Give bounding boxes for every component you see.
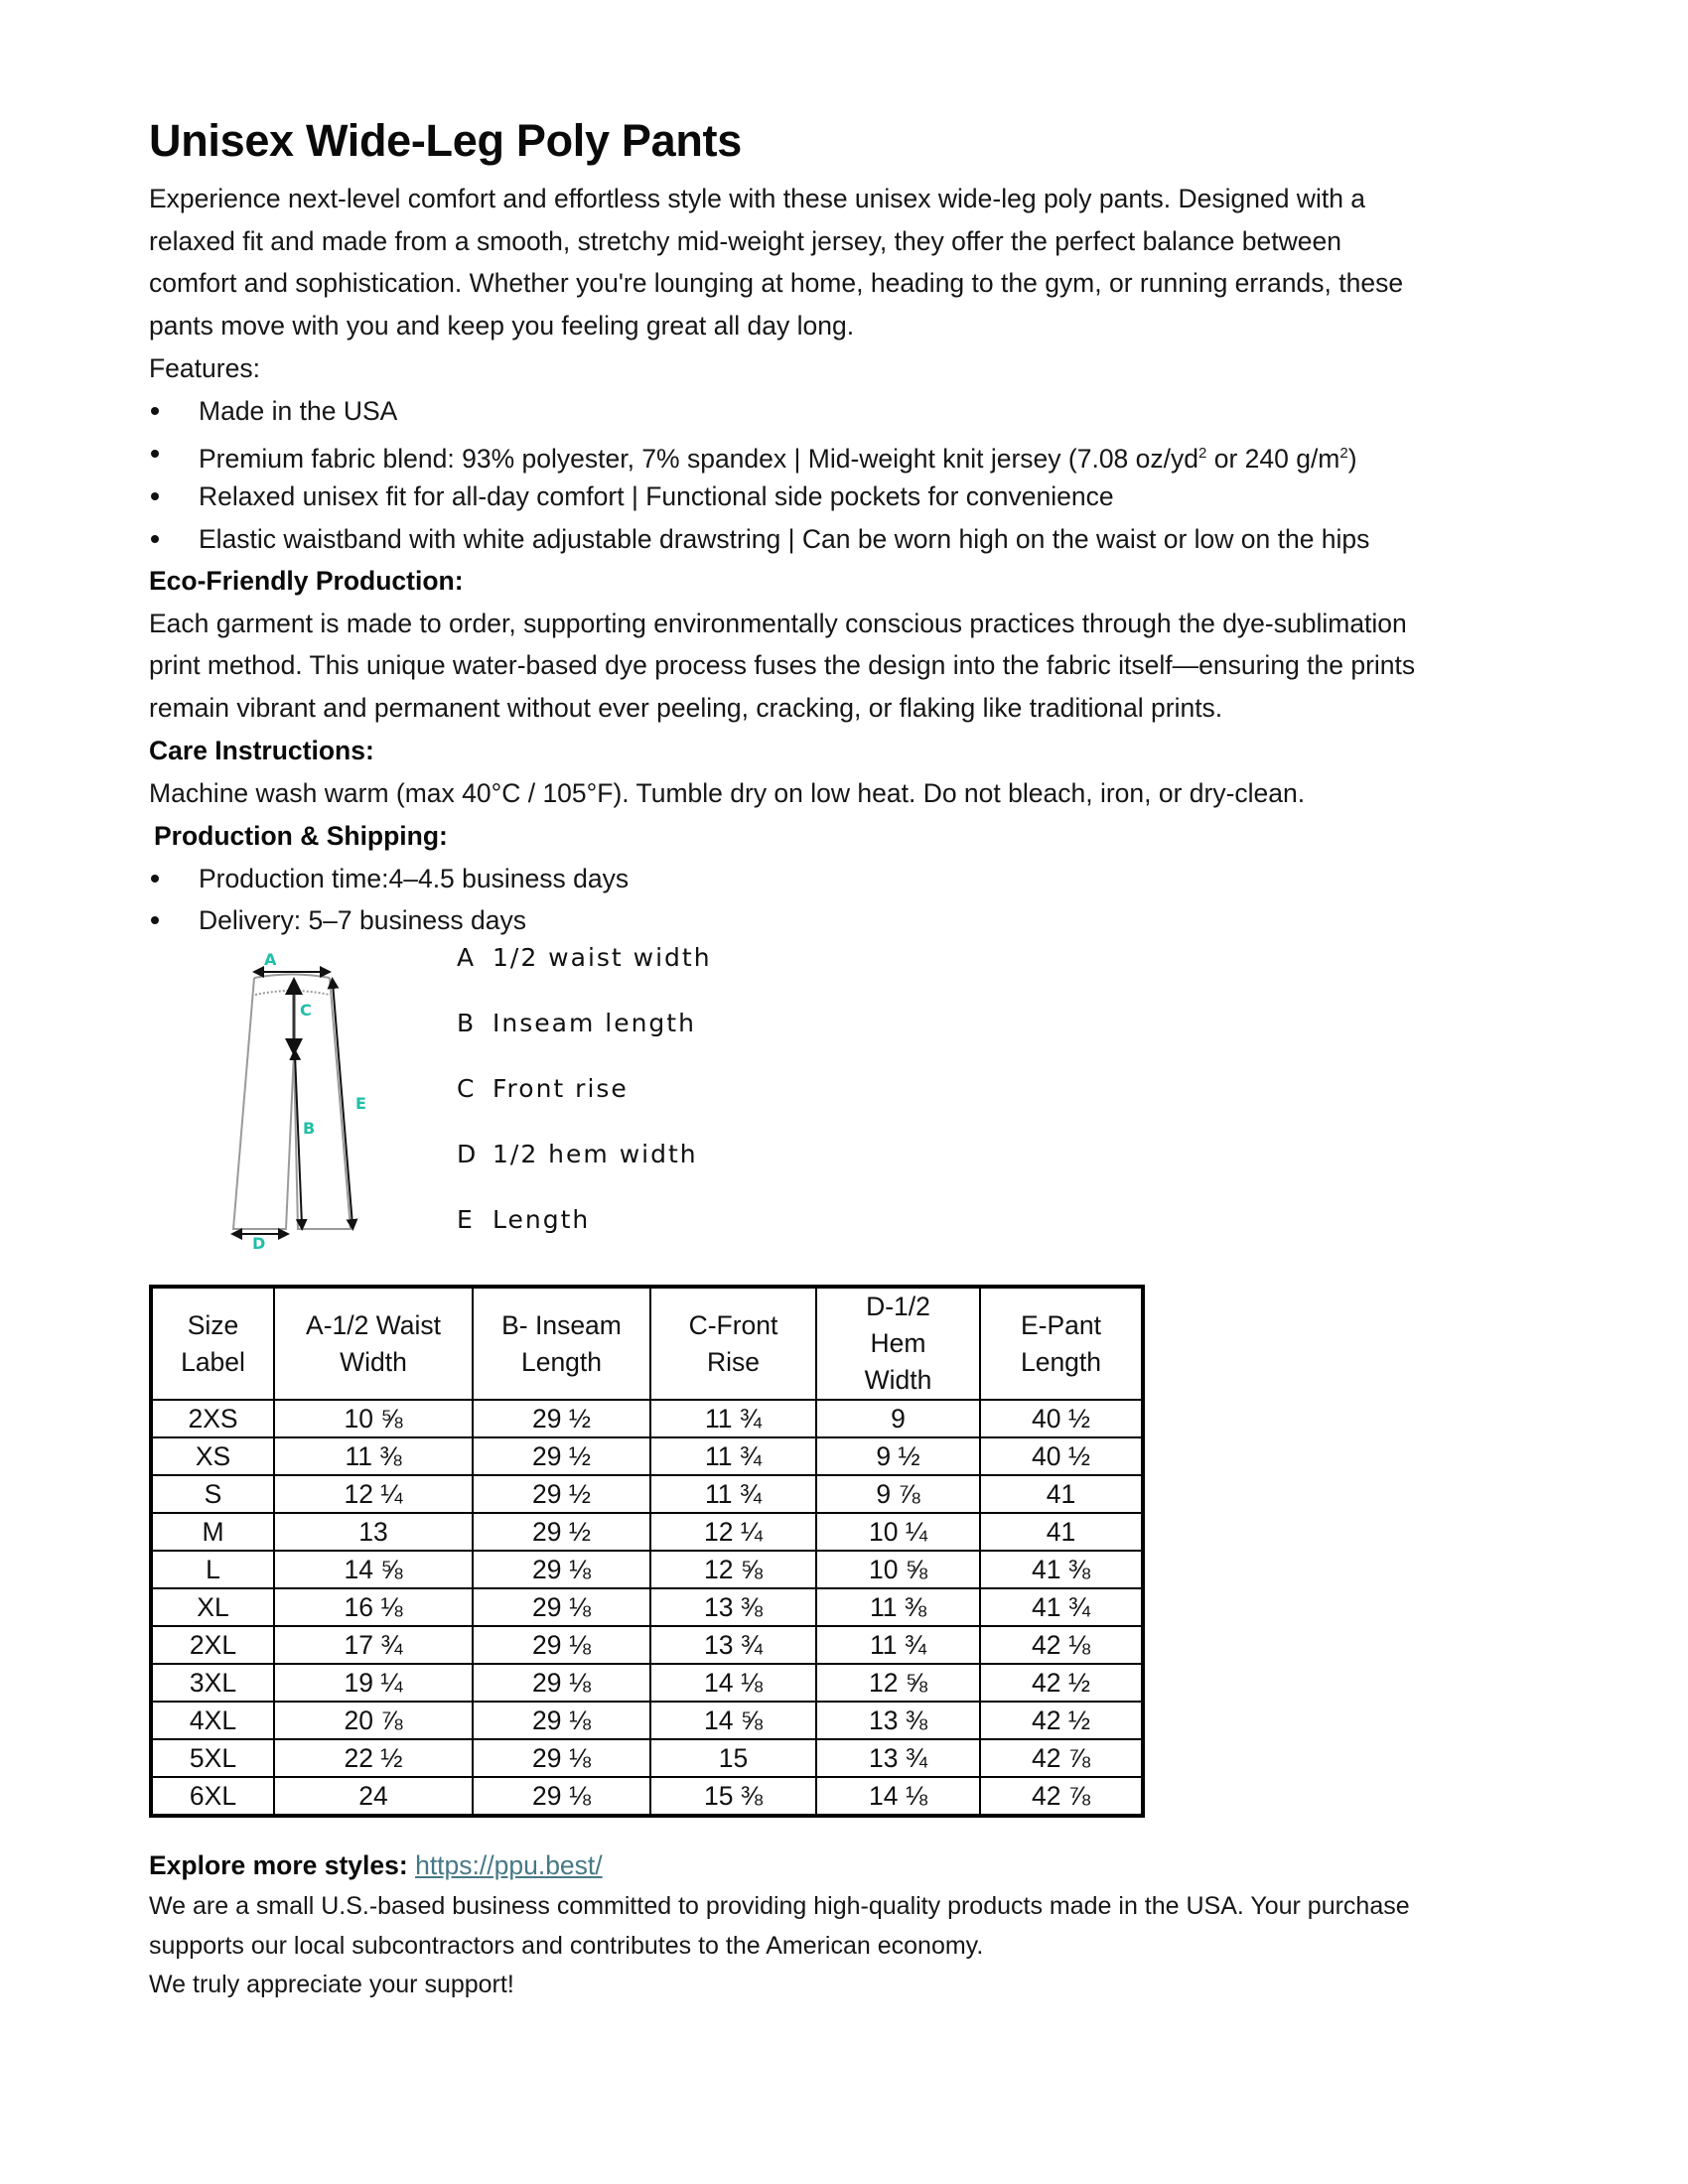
column-header (650, 1287, 816, 1400)
measurement-cell: 41 ⅜ (980, 1551, 1143, 1588)
measurement-cell: 29 ½ (473, 1400, 650, 1437)
legend-label: Inseam length (492, 1009, 696, 1037)
shipping-heading: Production & Shipping: (154, 821, 448, 851)
legend-item (457, 1009, 696, 1037)
marker-a: A (264, 950, 277, 969)
feature-text: or 240 g/m (1206, 443, 1340, 474)
size-label-cell: S (151, 1475, 274, 1513)
column-header-line: E-Pant (1020, 1309, 1101, 1340)
measurement-cell: 24 (274, 1777, 473, 1816)
marker-d: D (252, 1234, 266, 1251)
measurement-cell: 40 ½ (980, 1437, 1143, 1475)
table-row (151, 1664, 1143, 1702)
size-label-cell: 3XL (151, 1664, 274, 1702)
feature-item: Relaxed unisex fit for all-day comfort | Functional side pockets for convenience (199, 481, 1114, 511)
measurement-cell: 12 ⅝ (650, 1551, 816, 1588)
measurement-cell: 12 ¼ (274, 1475, 473, 1513)
measurement-cell: 14 ⅛ (816, 1777, 980, 1816)
superscript: 2 (1339, 445, 1348, 462)
pants-outline (233, 975, 351, 1230)
column-header (473, 1287, 650, 1400)
measurement-cell: 14 ⅝ (650, 1702, 816, 1739)
measurement-cell: 22 ½ (274, 1739, 473, 1777)
column-header (274, 1287, 473, 1400)
arrow-e (333, 983, 352, 1225)
measurement-cell: 29 ⅛ (473, 1626, 650, 1664)
legend-label: Length (492, 1205, 591, 1234)
legend-label: 1/2 hem width (492, 1140, 698, 1168)
legend-item (457, 1074, 629, 1103)
measurement-cell: 40 ½ (980, 1400, 1143, 1437)
size-label-cell: 4XL (151, 1702, 274, 1739)
legend-key: A (457, 943, 477, 972)
explore-line (149, 1849, 603, 1881)
legend-item (457, 1205, 590, 1234)
size-label-cell: XL (151, 1588, 274, 1626)
bullet-icon (151, 407, 159, 415)
measurement-cell: 20 ⅞ (274, 1702, 473, 1739)
size-label-cell: 2XL (151, 1626, 274, 1664)
legend-item (457, 1140, 698, 1168)
measurement-cell: 41 (980, 1475, 1143, 1513)
intro-line: Experience next-level comfort and effortless style with these unisex wide-leg poly pants. Designed with a (149, 184, 1366, 213)
column-header-line: C-Front (688, 1309, 778, 1340)
measurement-cell: 12 ¼ (650, 1513, 816, 1551)
measurement-cell: 10 ¼ (816, 1513, 980, 1551)
size-chart-table (149, 1285, 1145, 1818)
measurement-cell: 42 ⅞ (980, 1739, 1143, 1777)
measurement-cell: 11 ⅜ (274, 1437, 473, 1475)
table-row (151, 1626, 1143, 1664)
column-header-line: Hem (870, 1328, 926, 1358)
measurement-cell: 13 ⅜ (816, 1702, 980, 1739)
column-header-line: Label (181, 1346, 245, 1377)
legend-label: 1/2 waist width (492, 943, 712, 972)
legend-label: Front rise (492, 1074, 629, 1103)
measurement-cell: 12 ⅝ (816, 1664, 980, 1702)
column-header (980, 1287, 1143, 1400)
table-row (151, 1588, 1143, 1626)
table-row (151, 1777, 1143, 1816)
measurement-cell: 14 ⅛ (650, 1664, 816, 1702)
intro-line: relaxed fit and made from a smooth, stretchy mid-weight jersey, they offer the perfect balance between (149, 226, 1341, 256)
measurement-cell: 9 ½ (816, 1437, 980, 1475)
measurement-cell: 29 ½ (473, 1513, 650, 1551)
store-link[interactable]: https://ppu.best/ (415, 1850, 603, 1880)
eco-heading: Eco-Friendly Production: (149, 566, 464, 596)
feature-text: ) (1347, 443, 1357, 474)
shipping-item: Delivery: 5–7 business days (199, 905, 526, 935)
table-row (151, 1551, 1143, 1588)
table-row (151, 1437, 1143, 1475)
column-header-line: Width (340, 1346, 407, 1377)
legend-key: E (457, 1205, 475, 1234)
size-label-cell: M (151, 1513, 274, 1551)
legend-key: C (457, 1074, 477, 1103)
column-header (816, 1287, 980, 1400)
column-header-line: A-1/2 Waist (306, 1309, 441, 1340)
column-header-line: Rise (706, 1346, 760, 1377)
shipping-item: Production time:4–4.5 business days (199, 864, 630, 893)
measurement-cell: 29 ⅛ (473, 1777, 650, 1816)
eco-line: remain vibrant and permanent without ever peeling, cracking, or flaking like traditional prints. (149, 693, 1223, 723)
measurement-cell: 13 ¾ (816, 1739, 980, 1777)
measurement-cell: 9 ⅞ (816, 1475, 980, 1513)
table-row (151, 1739, 1143, 1777)
footer-line: supports our local subcontractors and contributes to the American economy. (149, 1932, 984, 1960)
table-row (151, 1475, 1143, 1513)
measurement-cell: 29 ½ (473, 1475, 650, 1513)
eco-line: Each garment is made to order, supporting environmentally conscious practices through the dye-sublimation (149, 609, 1407, 638)
intro-line: pants move with you and keep you feeling great all day long. (149, 311, 855, 341)
measurement-cell: 17 ¾ (274, 1626, 473, 1664)
table-row (151, 1400, 1143, 1437)
feature-item: Elastic waistband with white adjustable drawstring | Can be worn high on the waist or low on the hips (199, 524, 1370, 554)
measurement-cell: 29 ⅛ (473, 1664, 650, 1702)
column-header (151, 1287, 274, 1400)
bullet-icon (151, 875, 159, 883)
measurement-cell: 41 ¾ (980, 1588, 1143, 1626)
care-text: Machine wash warm (max 40°C / 105°F). Tumble dry on low heat. Do not bleach, iron, or dry-clean. (149, 778, 1306, 808)
measurement-cell: 16 ⅛ (274, 1588, 473, 1626)
superscript: 2 (1198, 445, 1207, 462)
feature-item (199, 438, 1357, 475)
measurement-cell: 11 ¾ (650, 1437, 816, 1475)
measurement-cell: 19 ¼ (274, 1664, 473, 1702)
measurement-cell: 11 ⅜ (816, 1588, 980, 1626)
measurement-cell: 14 ⅝ (274, 1551, 473, 1588)
measurement-cell: 11 ¾ (816, 1626, 980, 1664)
measurement-cell: 41 (980, 1513, 1143, 1551)
legend-item (457, 943, 712, 972)
measurement-cell: 10 ⅝ (816, 1551, 980, 1588)
measurement-cell: 29 ⅛ (473, 1702, 650, 1739)
feature-text: Premium fabric blend: 93% polyester, 7% spandex | Mid-weight knit jersey (7.08 oz/yd (199, 443, 1198, 474)
features-heading: Features: (149, 353, 260, 383)
measurement-cell: 13 (274, 1513, 473, 1551)
size-label-cell: XS (151, 1437, 274, 1475)
column-header-line: D-1/2 (866, 1292, 930, 1321)
column-header-line: Length (520, 1346, 603, 1377)
bullet-icon (151, 916, 159, 924)
eco-line: print method. This unique water-based dye process fuses the design into the fabric itself—ensuring the prints (149, 650, 1416, 680)
bullet-icon (151, 492, 159, 500)
size-label-cell: L (151, 1551, 274, 1588)
measurement-cell: 29 ½ (473, 1437, 650, 1475)
legend-key: B (457, 1009, 477, 1037)
measurement-cell: 29 ⅛ (473, 1551, 650, 1588)
measurement-cell: 15 ⅜ (650, 1777, 816, 1816)
column-header-line: Size (187, 1309, 239, 1340)
table-row (151, 1702, 1143, 1739)
measurement-cell: 10 ⅝ (274, 1400, 473, 1437)
bullet-icon (151, 535, 159, 543)
measurement-cell: 29 ⅛ (473, 1739, 650, 1777)
table-row (151, 1513, 1143, 1551)
size-label-cell: 6XL (151, 1777, 274, 1816)
legend-key: D (457, 1140, 479, 1168)
care-heading: Care Instructions: (149, 736, 374, 765)
measurement-cell: 13 ¾ (650, 1626, 816, 1664)
intro-line: comfort and sophistication. Whether you're lounging at home, heading to the gym, or running errands, these (149, 268, 1404, 298)
measurement-cell: 11 ¾ (650, 1475, 816, 1513)
feature-item: Made in the USA (199, 396, 398, 426)
column-header-line: Length (1020, 1346, 1102, 1377)
pants-measurement-diagram (218, 943, 387, 1251)
measurement-cell: 42 ½ (980, 1664, 1143, 1702)
measurement-cell: 42 ⅛ (980, 1626, 1143, 1664)
measurement-cell: 42 ⅞ (980, 1777, 1143, 1816)
explore-label: Explore more styles: (149, 1850, 408, 1880)
measurement-cell: 9 (816, 1400, 980, 1437)
marker-b: B (303, 1119, 316, 1138)
size-label-cell: 2XS (151, 1400, 274, 1437)
marker-e: E (355, 1094, 366, 1113)
bullet-icon (151, 450, 159, 458)
measurement-cell: 11 ¾ (650, 1400, 816, 1437)
size-label-cell: 5XL (151, 1739, 274, 1777)
footer-line: We truly appreciate your support! (149, 1971, 514, 1998)
measurement-cell: 13 ⅜ (650, 1588, 816, 1626)
footer-line: We are a small U.S.-based business committed to providing high-quality products made in the USA. Your purchase (149, 1892, 1410, 1920)
marker-c: C (300, 1001, 312, 1020)
measurement-cell: 42 ½ (980, 1702, 1143, 1739)
table-header-row (151, 1287, 1143, 1400)
column-header-line: Width (864, 1365, 932, 1395)
measurement-cell: 15 (650, 1739, 816, 1777)
page-title: Unisex Wide-Leg Poly Pants (149, 115, 742, 166)
measurement-cell: 29 ⅛ (473, 1588, 650, 1626)
column-header-line: B- Inseam (501, 1309, 622, 1340)
